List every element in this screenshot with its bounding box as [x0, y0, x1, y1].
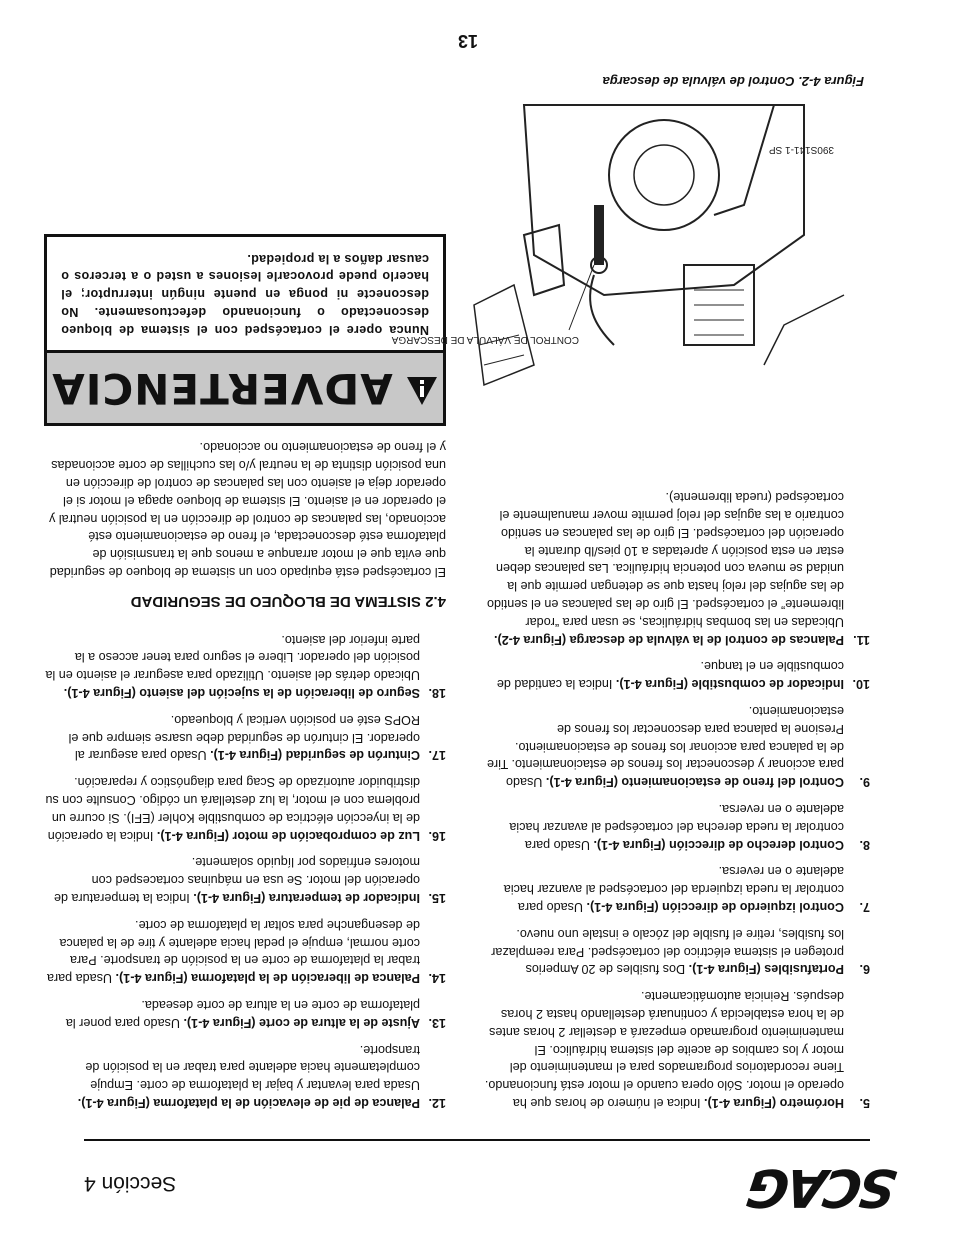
list-item [480, 657, 870, 693]
item-number: 6. [859, 962, 870, 977]
item-title: Luz de comprobación de motor (Figura 4-1). [156, 828, 420, 843]
figure-valve-control [391, 75, 864, 405]
list-item [480, 701, 870, 790]
list-item [44, 772, 446, 843]
item-text: Ubicadas en las bombas hidráulicas, se usan para “rodar libremente” el cortacésped. El giro de las palancas en el sentido de las agujas del reloj hasta que se detengan permite que la unidad se mueva con potencia hidráulica. Las palancas deben estar en esta posición y apretadas a 10 pies/lb durante la operación del cortacésped. El giro de las palancas en sentido contrario a las agujas del reloj permite mover manualmente el cortacésped (rueda libremente). [486, 490, 844, 629]
item-title: Portafusibles (Figura 4-1). [688, 962, 844, 977]
item-text: Ubicado detrás del asiento. Utilizado para asegurar el asiento en la posición del operador. Libere el seguro para tener acceso a la parte inferior del asiento. [45, 632, 420, 683]
figure-callout: CONTROL DE VÁLVULA DE DESCARGA [391, 334, 579, 345]
list-item [480, 488, 870, 648]
item-number: 15. [428, 891, 446, 906]
item-number: 5. [859, 1096, 870, 1110]
warning-title: ADVERTENCIA [51, 363, 393, 413]
figure-part-number: 390S141-1 SP [768, 144, 834, 155]
left-column [480, 479, 870, 1112]
valve-illustration [391, 85, 864, 405]
warning-banner [47, 350, 443, 423]
right-column [44, 234, 446, 1111]
item-title: Ajuste de la altura de corte (Figura 4-1). [183, 1015, 420, 1030]
scag-logo: SCAG [745, 1157, 901, 1217]
item-title: Control del freno de estacionamiento (Figura 4-1). [545, 775, 844, 790]
interlock-heading: 4.2 SISTEMA DE BLOQUEO DE SEGURIDAD [130, 592, 446, 610]
list-item [44, 630, 446, 701]
item-text: Indica la operación de la inyección eléctrica de combustible Kohler (EFI). Si ocurre un problema con el motor, la luz destellará un código. Consulte con su distribuidor autorizado de Scag para diagnóstico y reparación. [45, 775, 420, 843]
list-item [44, 915, 446, 986]
list-item [480, 986, 870, 1111]
list-item [480, 924, 870, 977]
item-number: 18. [428, 686, 446, 701]
item-title: Seguro de liberación de la sujeción del asiento (Figura 4-1). [63, 686, 420, 701]
item-text: Indica la cantidad de combustible en el tanque. [496, 659, 844, 692]
item-text: Usado para accionar y desconectar los frenos de estacionamiento. Tire de la palanca para accionar los frenos de estacionamiento. Presione la palanca para desconectar los frenos de estacionamiento. [486, 704, 844, 790]
warning-box [44, 234, 446, 426]
item-number: 12. [428, 1096, 446, 1110]
item-title: Indicador de temperatura (Figura 4-1). [193, 891, 420, 906]
list-item [480, 799, 870, 852]
item-text: Usada para levantar y bajar la plataforma de corte. Empuje completamente hacia adelante para trabar en la posición de transporte. [85, 1042, 420, 1093]
item-title: Indicador de combustible (Figura 4-1). [615, 677, 844, 692]
list-item [44, 710, 446, 763]
item-text: Dos fusibles de 20 Amperios protegen el sistema eléctrico del cortacésped. Para reemplazar los fusibles, retire el fusible del zócalo e instale uno nuevo. [491, 926, 844, 977]
item-number: 16. [428, 828, 446, 843]
item-number: 9. [859, 775, 870, 790]
list-item [44, 995, 446, 1031]
item-number: 17. [428, 748, 446, 763]
figure-caption: Figura 4-2. Control de válvula de descarga [602, 74, 864, 89]
item-text: Usado para asegurar al operador. El cinturón de seguridad debe usarse siempre que el ROPS esté en posición vertical y bloqueado. [68, 712, 420, 763]
list-item [44, 853, 446, 906]
item-title: Palanca de pie de elevación de la plataforma (Figura 4-1). [77, 1096, 420, 1110]
item-title: Palancas de control de la válvula de descarga (Figura 4-2). [494, 632, 844, 647]
item-text: Usado para controlar la rueda derecha del cortacésped al avanzar hacia adelante o en reversa. [509, 802, 844, 852]
interlock-paragraph: El cortacésped está equipado con un sistema de bloqueo de seguridad que evita que el motor arranque a menos que la transmisión de plataforma esté desconectada, el freno de estacionamiento esté accionado, las palancas de control de dirección en la posición neutral y el operador en el asiento. El sistema de bloqueo apaga el motor si el operador deja el asiento con las palancas de control de dirección en una posición distinta de la neutral y/o las cuchillas de corte accionadas y el freno de estacionamiento no accionado. [49, 440, 446, 580]
item-number: 8. [859, 837, 870, 852]
page-number: 13 [457, 31, 478, 51]
item-title: Horómetro (Figura 4-1). [704, 1096, 844, 1110]
item-title: Control derecho de dirección (Figura 4-1). [593, 837, 844, 852]
item-number: 13. [428, 1015, 446, 1030]
item-number: 14. [428, 971, 446, 986]
item-number: 10. [852, 677, 870, 692]
header-rule [84, 1139, 870, 1141]
item-title: Control izquierdo de dirección (Figura 4-1). [586, 900, 844, 915]
item-title: Palanca de liberación de la plataforma (Figura 4-1). [115, 971, 420, 986]
item-text: Usada para trabar la plataforma de corte en la posición de transporte. Para corte normal, empuje el pedal hacia adelante y tire de la palanca de desenganche para soltar la plataforma de corte. [46, 917, 420, 986]
item-text: Usado para controlar la rueda izquierda del cortacésped al avanzar hacia adelante o en reversa. [503, 864, 844, 915]
item-text: Indica el número de horas que ha operado el motor. Sólo opera cuando el motor está funcionando. Tiene recordatorios programados para el mantenimiento del motor y los cambios de aceite del sistema hidráulico. El mantenimiento programado empezará a destellar 2 horas antes de la hora establecida y continuará destellando hasta 2 horas después. Reinicia automáticamente. [484, 989, 844, 1110]
list-item [44, 1040, 446, 1111]
list-item [480, 862, 870, 915]
section-title: Sección 4 [84, 1172, 177, 1195]
item-number: 11. [853, 632, 870, 647]
item-text: Usado para poner la plataforma de corte en la altura de corte deseada. [65, 998, 420, 1030]
item-number: 7. [859, 900, 870, 915]
warning-triangle-icon [405, 369, 439, 407]
warning-text: Nunca opere el cortacésped con el sistema de bloqueo desconectado o funcionando defectuosamente. No desconecte ni ponga en puente ningún interruptor; el hacerlo puede provocarle lesiones a usted o a terceros o causar daños a la propiedad. [61, 251, 429, 337]
item-title: Cinturón de seguridad (Figura 4-1). [210, 748, 420, 763]
item-text: Indica la temperatura de operación del motor. Se usa en máquinas cortacesped con motores enfriados por líquido solamente. [53, 855, 420, 906]
